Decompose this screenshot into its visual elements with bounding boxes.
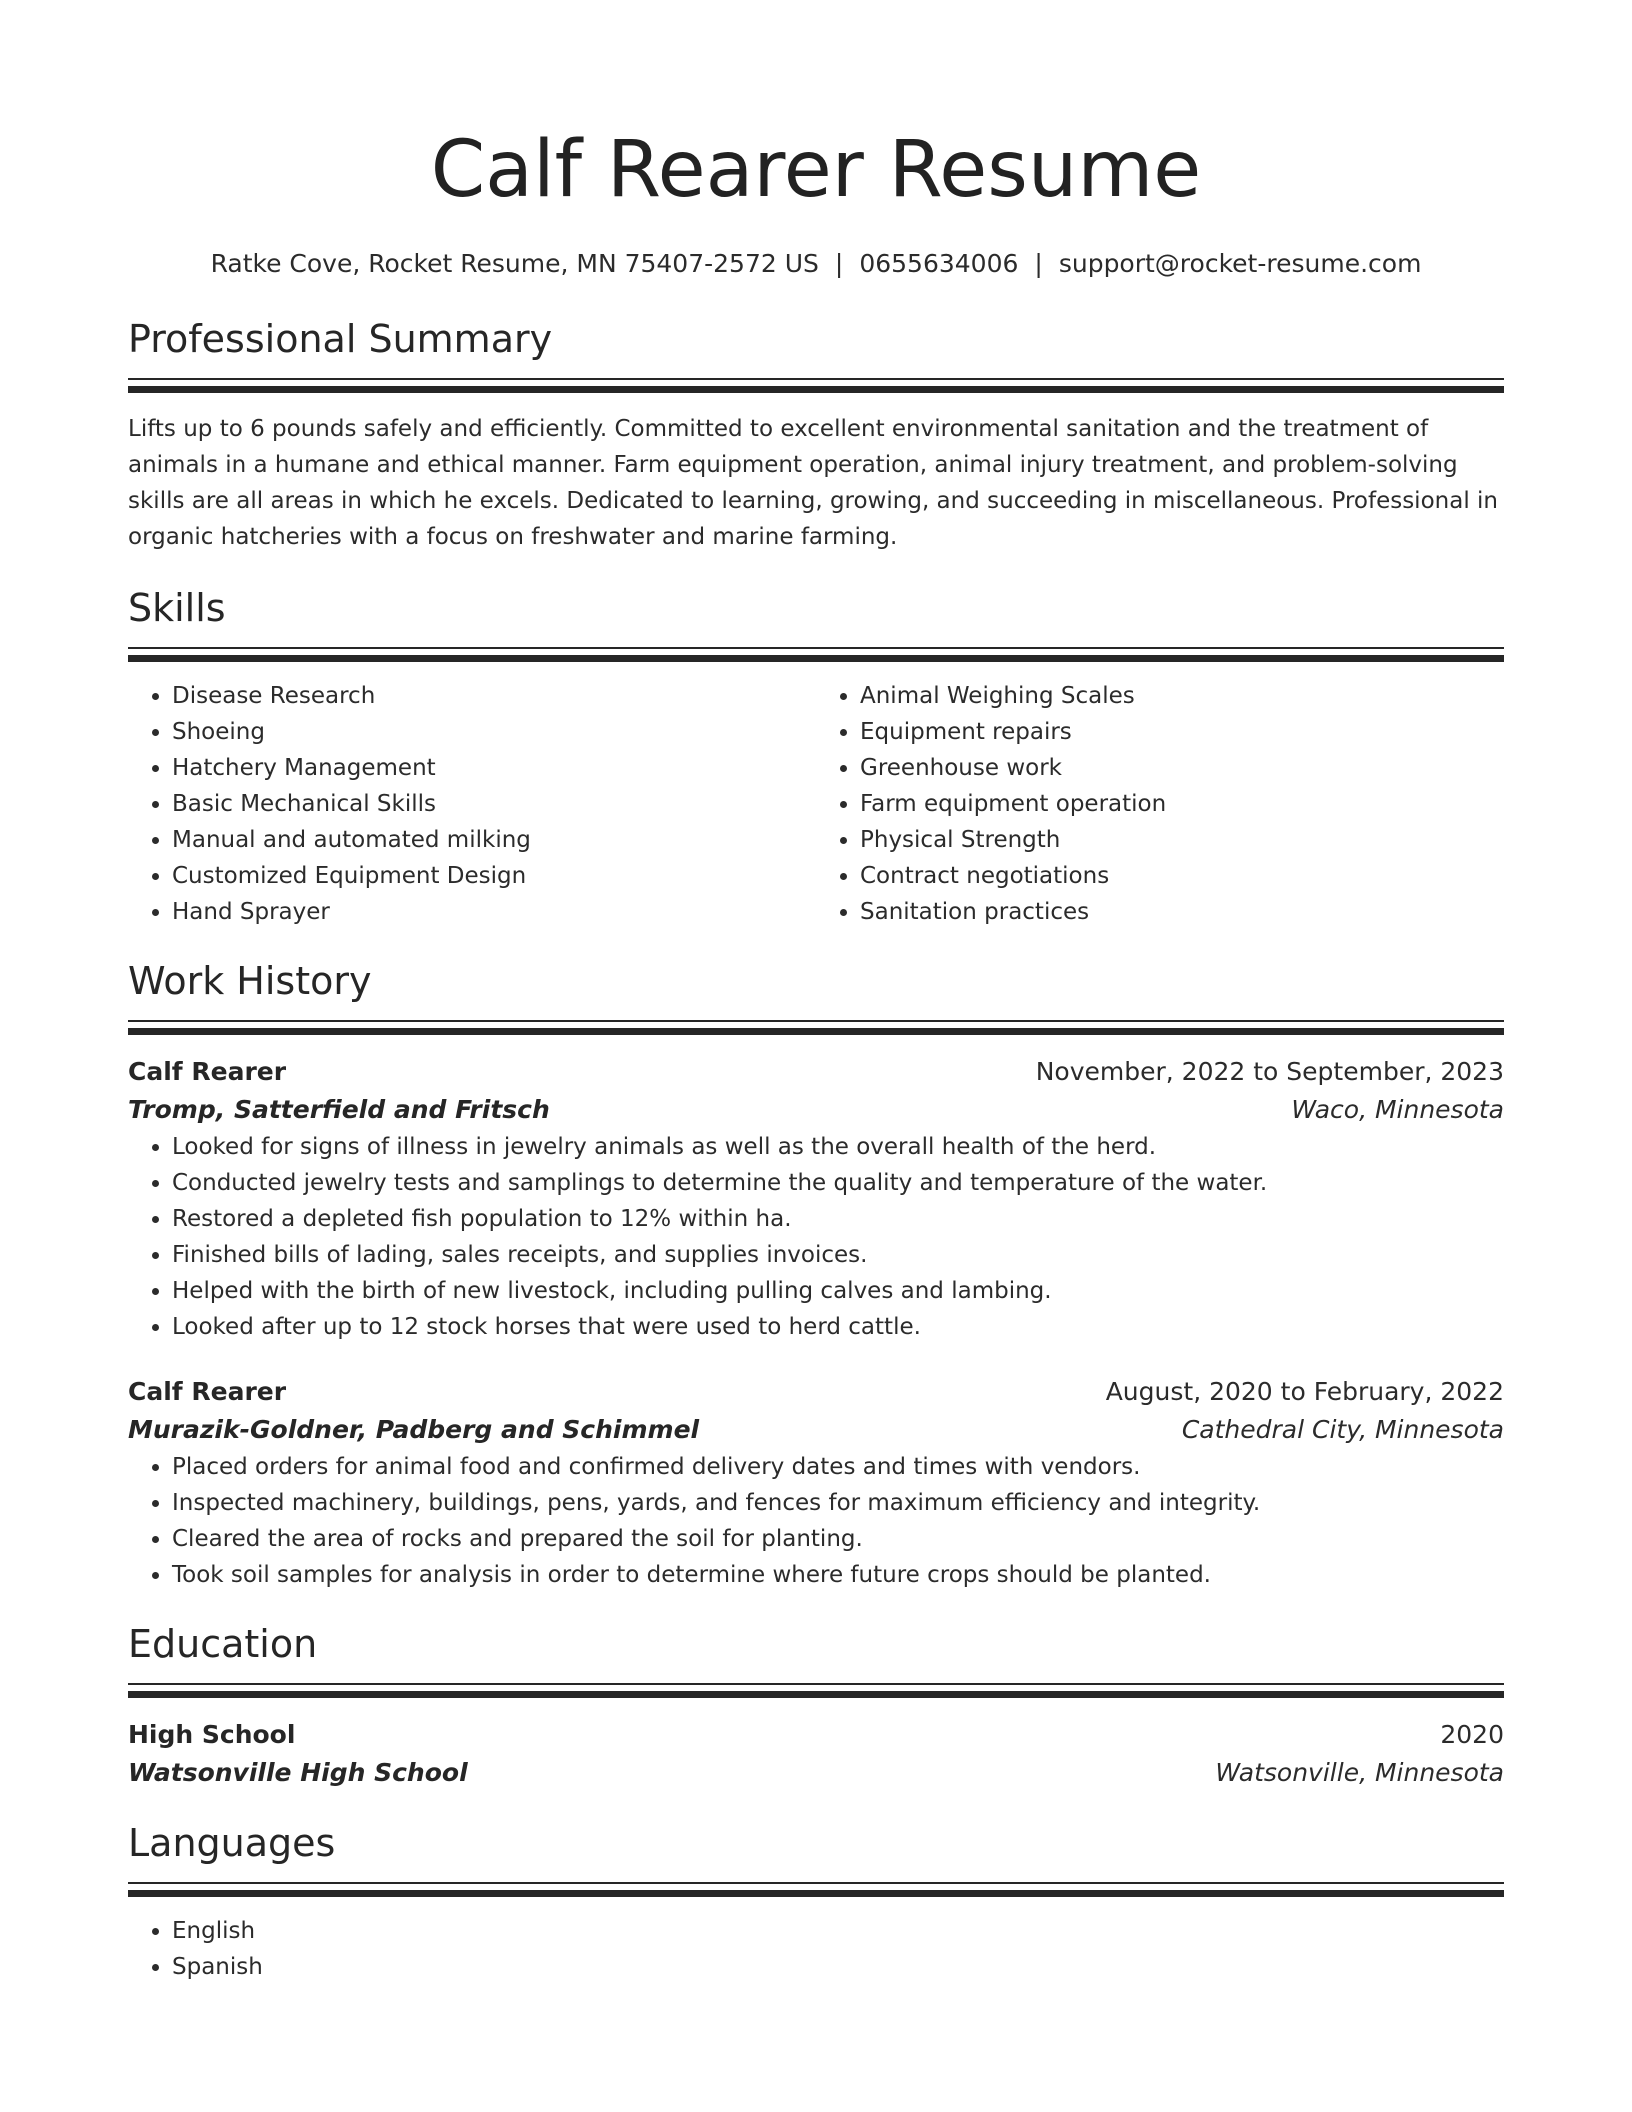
skill-item: • Hatchery Management: [172, 750, 816, 786]
summary-text: Lifts up to 6 pounds safely and efficiently. Committed to excellent environmental sanitation and the treatment of animals in a humane and ethical manner. Farm equipment operation, animal injury treatment, and problem-solving skills are all areas in which he excels. Dedicated to learning, growing, and succeeding in miscellaneous. Professional in organic hatcheries with a focus on freshwater and marine farming.: [128, 416, 1498, 550]
work-heading: Work History: [128, 959, 372, 1003]
education-school: Watsonville High School: [128, 1758, 468, 1787]
skill-item: • Animal Weighing Scales: [860, 678, 1504, 714]
education-degree: High School: [128, 1720, 296, 1749]
skills-grid: [128, 678, 1504, 930]
heading-rule-thick: [128, 386, 1504, 393]
job-header: [128, 1373, 1504, 1411]
job-bullet: • Finished bills of lading, sales receipts, and supplies invoices.: [172, 1237, 1504, 1273]
job-subheader: [128, 1411, 1504, 1449]
heading-rule-thin: [128, 378, 1504, 380]
contact-email: support@rocket-resume.com: [1058, 249, 1422, 278]
skill-item: • Hand Sprayer: [172, 894, 816, 930]
skills-heading: Skills: [128, 586, 226, 630]
job-bullet: • Looked after up to 12 stock horses that were used to herd cattle.: [172, 1309, 1504, 1345]
job-title: Calf Rearer: [128, 1377, 287, 1406]
job-company: Murazik-Goldner, Padberg and Schimmel: [128, 1415, 700, 1444]
heading-rule-thick: [128, 655, 1504, 662]
skills-column-right: [816, 678, 1504, 930]
resume-title: Calf Rearer Resume: [430, 125, 1202, 215]
job-entry: [128, 1053, 1504, 1345]
heading-rule-thin: [128, 647, 1504, 649]
languages-section: [128, 1820, 1504, 1985]
skill-item: • Basic Mechanical Skills: [172, 786, 816, 822]
job-bullet: • Restored a depleted fish population to 12% within ha.: [172, 1201, 1504, 1237]
heading-rule-thick: [128, 1691, 1504, 1698]
job-dates: August, 2020 to February, 2022: [1105, 1377, 1504, 1406]
contact-separator: |: [1034, 249, 1043, 278]
job-location: Cathedral City, Minnesota: [1181, 1415, 1504, 1444]
heading-rule-thick: [128, 1890, 1504, 1897]
job-header: [128, 1053, 1504, 1091]
job-dates: November, 2022 to September, 2023: [1035, 1057, 1504, 1086]
heading-rule-thin: [128, 1020, 1504, 1022]
summary-heading: Professional Summary: [128, 317, 553, 361]
job-bullets: [128, 1129, 1504, 1345]
job-bullet: • Cleared the area of rocks and prepared the soil for planting.: [172, 1521, 1504, 1557]
education-location: Watsonville, Minnesota: [1215, 1758, 1504, 1787]
skill-item: • Manual and automated milking: [172, 822, 816, 858]
education-year: 2020: [1440, 1720, 1504, 1749]
job-bullet: • Conducted jewelry tests and samplings to determine the quality and temperature of the water.: [172, 1165, 1504, 1201]
job-bullet: • Helped with the birth of new livestock, including pulling calves and lambing.: [172, 1273, 1504, 1309]
education-entry: [128, 1716, 1504, 1792]
job-location: Waco, Minnesota: [1291, 1095, 1504, 1124]
job-bullet: • Inspected machinery, buildings, pens, yards, and fences for maximum efficiency and integrity.: [172, 1485, 1504, 1521]
education-header: [128, 1716, 1504, 1754]
contact-phone: 0655634006: [859, 249, 1019, 278]
job-bullet: • Looked for signs of illness in jewelry animals as well as the overall health of the herd.: [172, 1129, 1504, 1165]
job-bullet: • Placed orders for animal food and confirmed delivery dates and times with vendors.: [172, 1449, 1504, 1485]
job-company: Tromp, Satterfield and Fritsch: [128, 1095, 550, 1124]
job-entry: [128, 1373, 1504, 1593]
education-heading: Education: [128, 1622, 318, 1666]
heading-rule-thin: [128, 1683, 1504, 1685]
skill-item: • Contract negotiations: [860, 858, 1504, 894]
skill-item: • Greenhouse work: [860, 750, 1504, 786]
skill-item: • Customized Equipment Design: [172, 858, 816, 894]
skill-item: • Disease Research: [172, 678, 816, 714]
job-bullets: [128, 1449, 1504, 1593]
skill-item: • Farm equipment operation: [860, 786, 1504, 822]
skill-item: • Sanitation practices: [860, 894, 1504, 930]
languages-heading: Languages: [128, 1821, 336, 1865]
skill-item: • Physical Strength: [860, 822, 1504, 858]
heading-rule-thin: [128, 1882, 1504, 1884]
language-item: • English: [172, 1913, 1504, 1949]
heading-rule-thick: [128, 1028, 1504, 1035]
education-subheader: [128, 1754, 1504, 1792]
summary-section: [128, 316, 1504, 555]
skill-item: • Shoeing: [172, 714, 816, 750]
contact-separator: |: [834, 249, 844, 278]
contact-line: [128, 246, 1504, 282]
job-subheader: [128, 1091, 1504, 1129]
language-item: • Spanish: [172, 1949, 1504, 1985]
skill-item: • Equipment repairs: [860, 714, 1504, 750]
skills-section: [128, 585, 1504, 930]
contact-address: Ratke Cove, Rocket Resume, MN 75407-2572 US: [210, 249, 819, 278]
work-section: [128, 958, 1504, 1593]
education-section: [128, 1621, 1504, 1792]
job-bullet: • Took soil samples for analysis in order to determine where future crops should be planted.: [172, 1557, 1504, 1593]
skills-column-left: [128, 678, 816, 930]
job-title: Calf Rearer: [128, 1057, 287, 1086]
languages-list: [128, 1913, 1504, 1985]
